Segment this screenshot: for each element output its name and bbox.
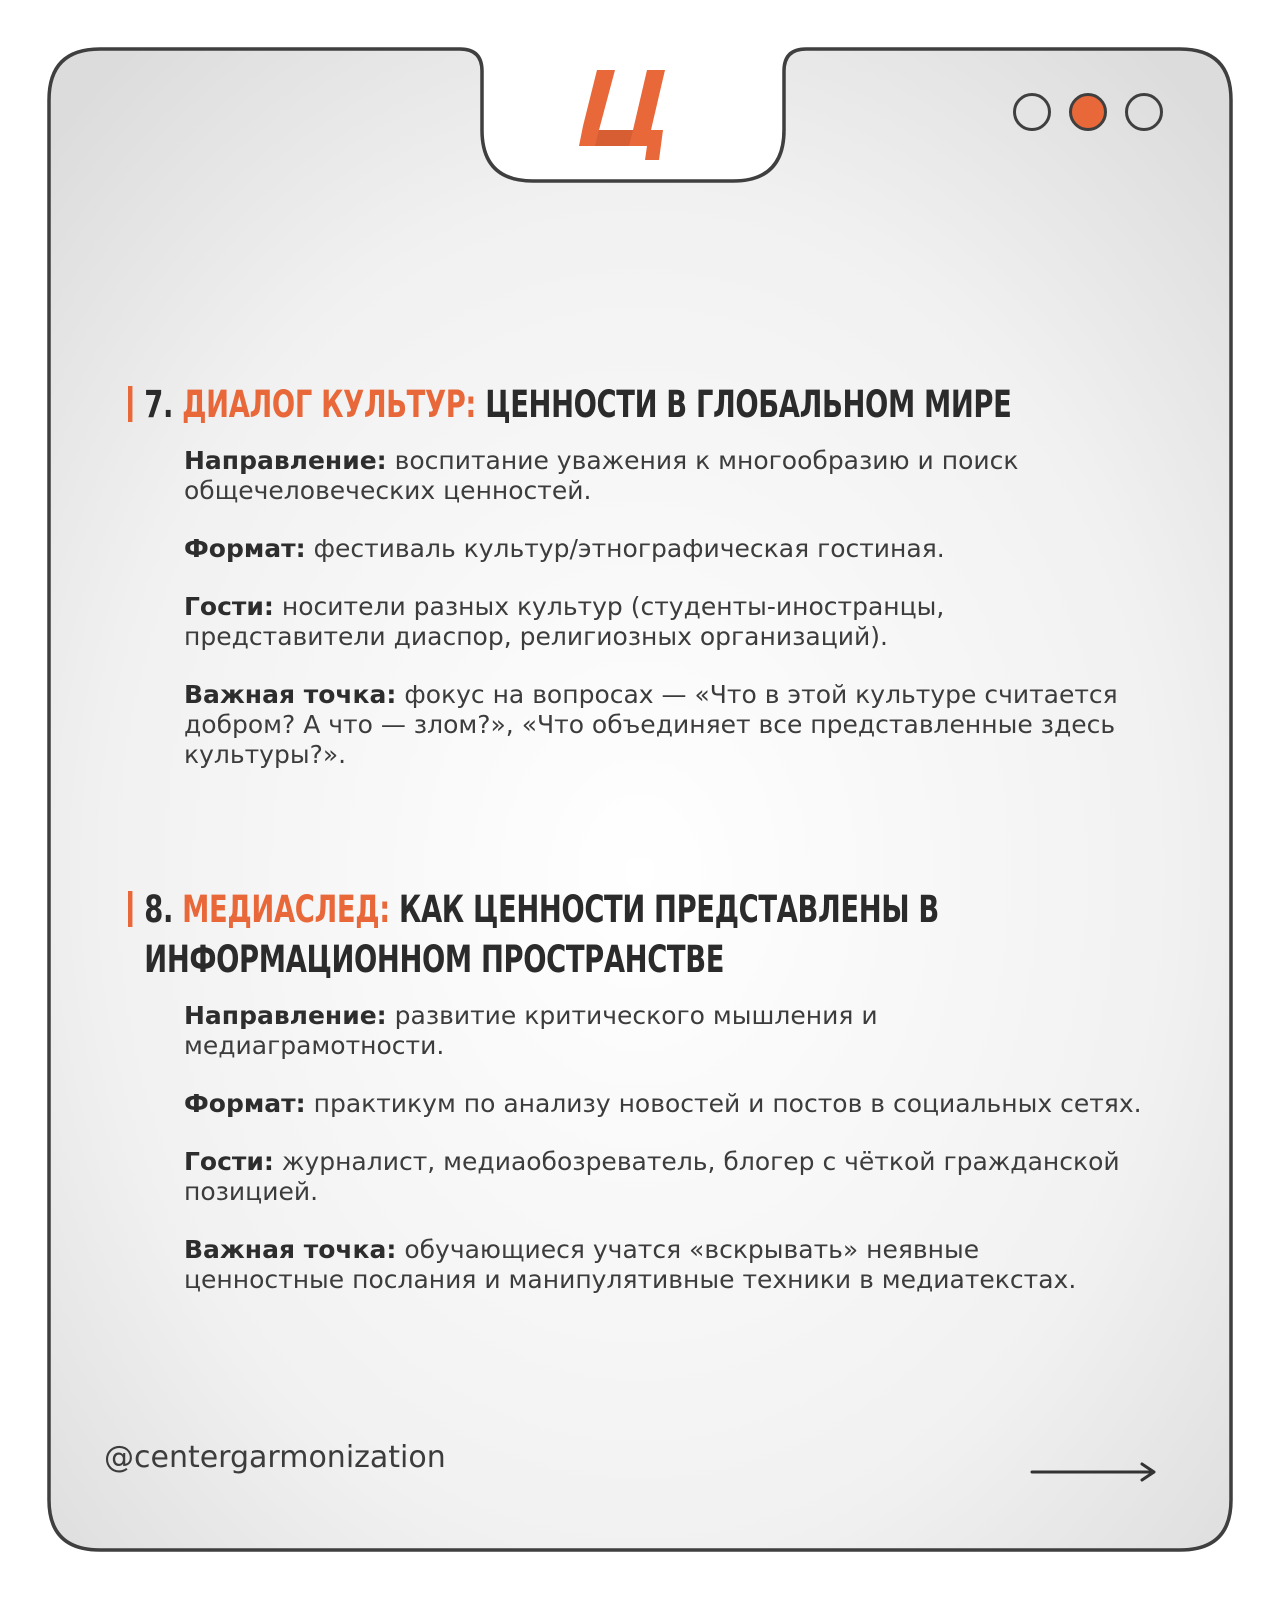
item-text: обучающиеся учатся «вскрывать» неявные ценностные послания и манипулятивные техники в медиатекстах. — [184, 1235, 1077, 1294]
item-text: развитие критического мышления и медиаграмотности. — [184, 1001, 878, 1060]
info-item — [184, 1147, 1144, 1207]
item-label: Формат: — [184, 534, 306, 563]
info-item — [184, 446, 1144, 506]
arrow-right-icon[interactable] — [1030, 1462, 1160, 1482]
section-accent-title: МЕДИАСЛЕД: — [182, 888, 390, 931]
section-number: 7. — [144, 383, 174, 426]
section-title: ЦЕННОСТИ В ГЛОБАЛЬНОМ МИРЕ — [485, 383, 1012, 426]
item-label: Направление: — [184, 446, 387, 475]
heading-accent-bar — [128, 386, 132, 422]
section-accent-title: ДИАЛОГ КУЛЬТУР: — [182, 383, 477, 426]
info-item — [184, 534, 1144, 564]
item-label: Важная точка: — [184, 1235, 397, 1264]
item-text: фокус на вопросах — «Что в этой культуре считается добром? А что — злом?», «Что объединяет все представленные здесь культуры?». — [184, 680, 1118, 769]
section-title: КАК ЦЕННОСТИ ПРЕДСТАВЛЕНЫ В ИНФОРМАЦИОННОМ ПРОСТРАНСТВЕ — [144, 888, 939, 981]
section-8 — [128, 885, 1158, 1323]
pagination-dot-active[interactable] — [1069, 93, 1107, 131]
pagination-dot[interactable] — [1013, 93, 1051, 131]
item-text: воспитание уважения к многообразию и поиск общечеловеческих ценностей. — [184, 446, 1019, 505]
item-label: Гости: — [184, 592, 274, 621]
info-item — [184, 1235, 1144, 1295]
info-item — [184, 1001, 1144, 1061]
item-text: фестиваль культур/этнографическая гостиная. — [313, 534, 945, 563]
account-handle[interactable]: @centergarmonization — [104, 1440, 446, 1475]
item-label: Важная точка: — [184, 680, 397, 709]
item-label: Формат: — [184, 1089, 306, 1118]
logo-icon — [575, 64, 675, 164]
pagination-dot[interactable] — [1125, 93, 1163, 131]
info-item — [184, 680, 1144, 770]
item-text: практикум по анализу новостей и постов в социальных сетях. — [313, 1089, 1142, 1118]
section-7 — [128, 380, 1158, 798]
item-text: носители разных культур (студенты-иностранцы, представители диаспор, религиозных организаций). — [184, 592, 945, 651]
item-label: Гости: — [184, 1147, 274, 1176]
section-heading — [128, 885, 1173, 985]
item-text: журналист, медиаобозреватель, блогер с чёткой гражданской позицией. — [184, 1147, 1120, 1206]
pagination-dots — [1013, 93, 1163, 131]
info-item — [184, 1089, 1144, 1119]
section-heading — [128, 380, 1180, 430]
heading-accent-bar — [128, 891, 132, 927]
item-label: Направление: — [184, 1001, 387, 1030]
section-number: 8. — [144, 888, 174, 931]
info-item — [184, 592, 1144, 652]
